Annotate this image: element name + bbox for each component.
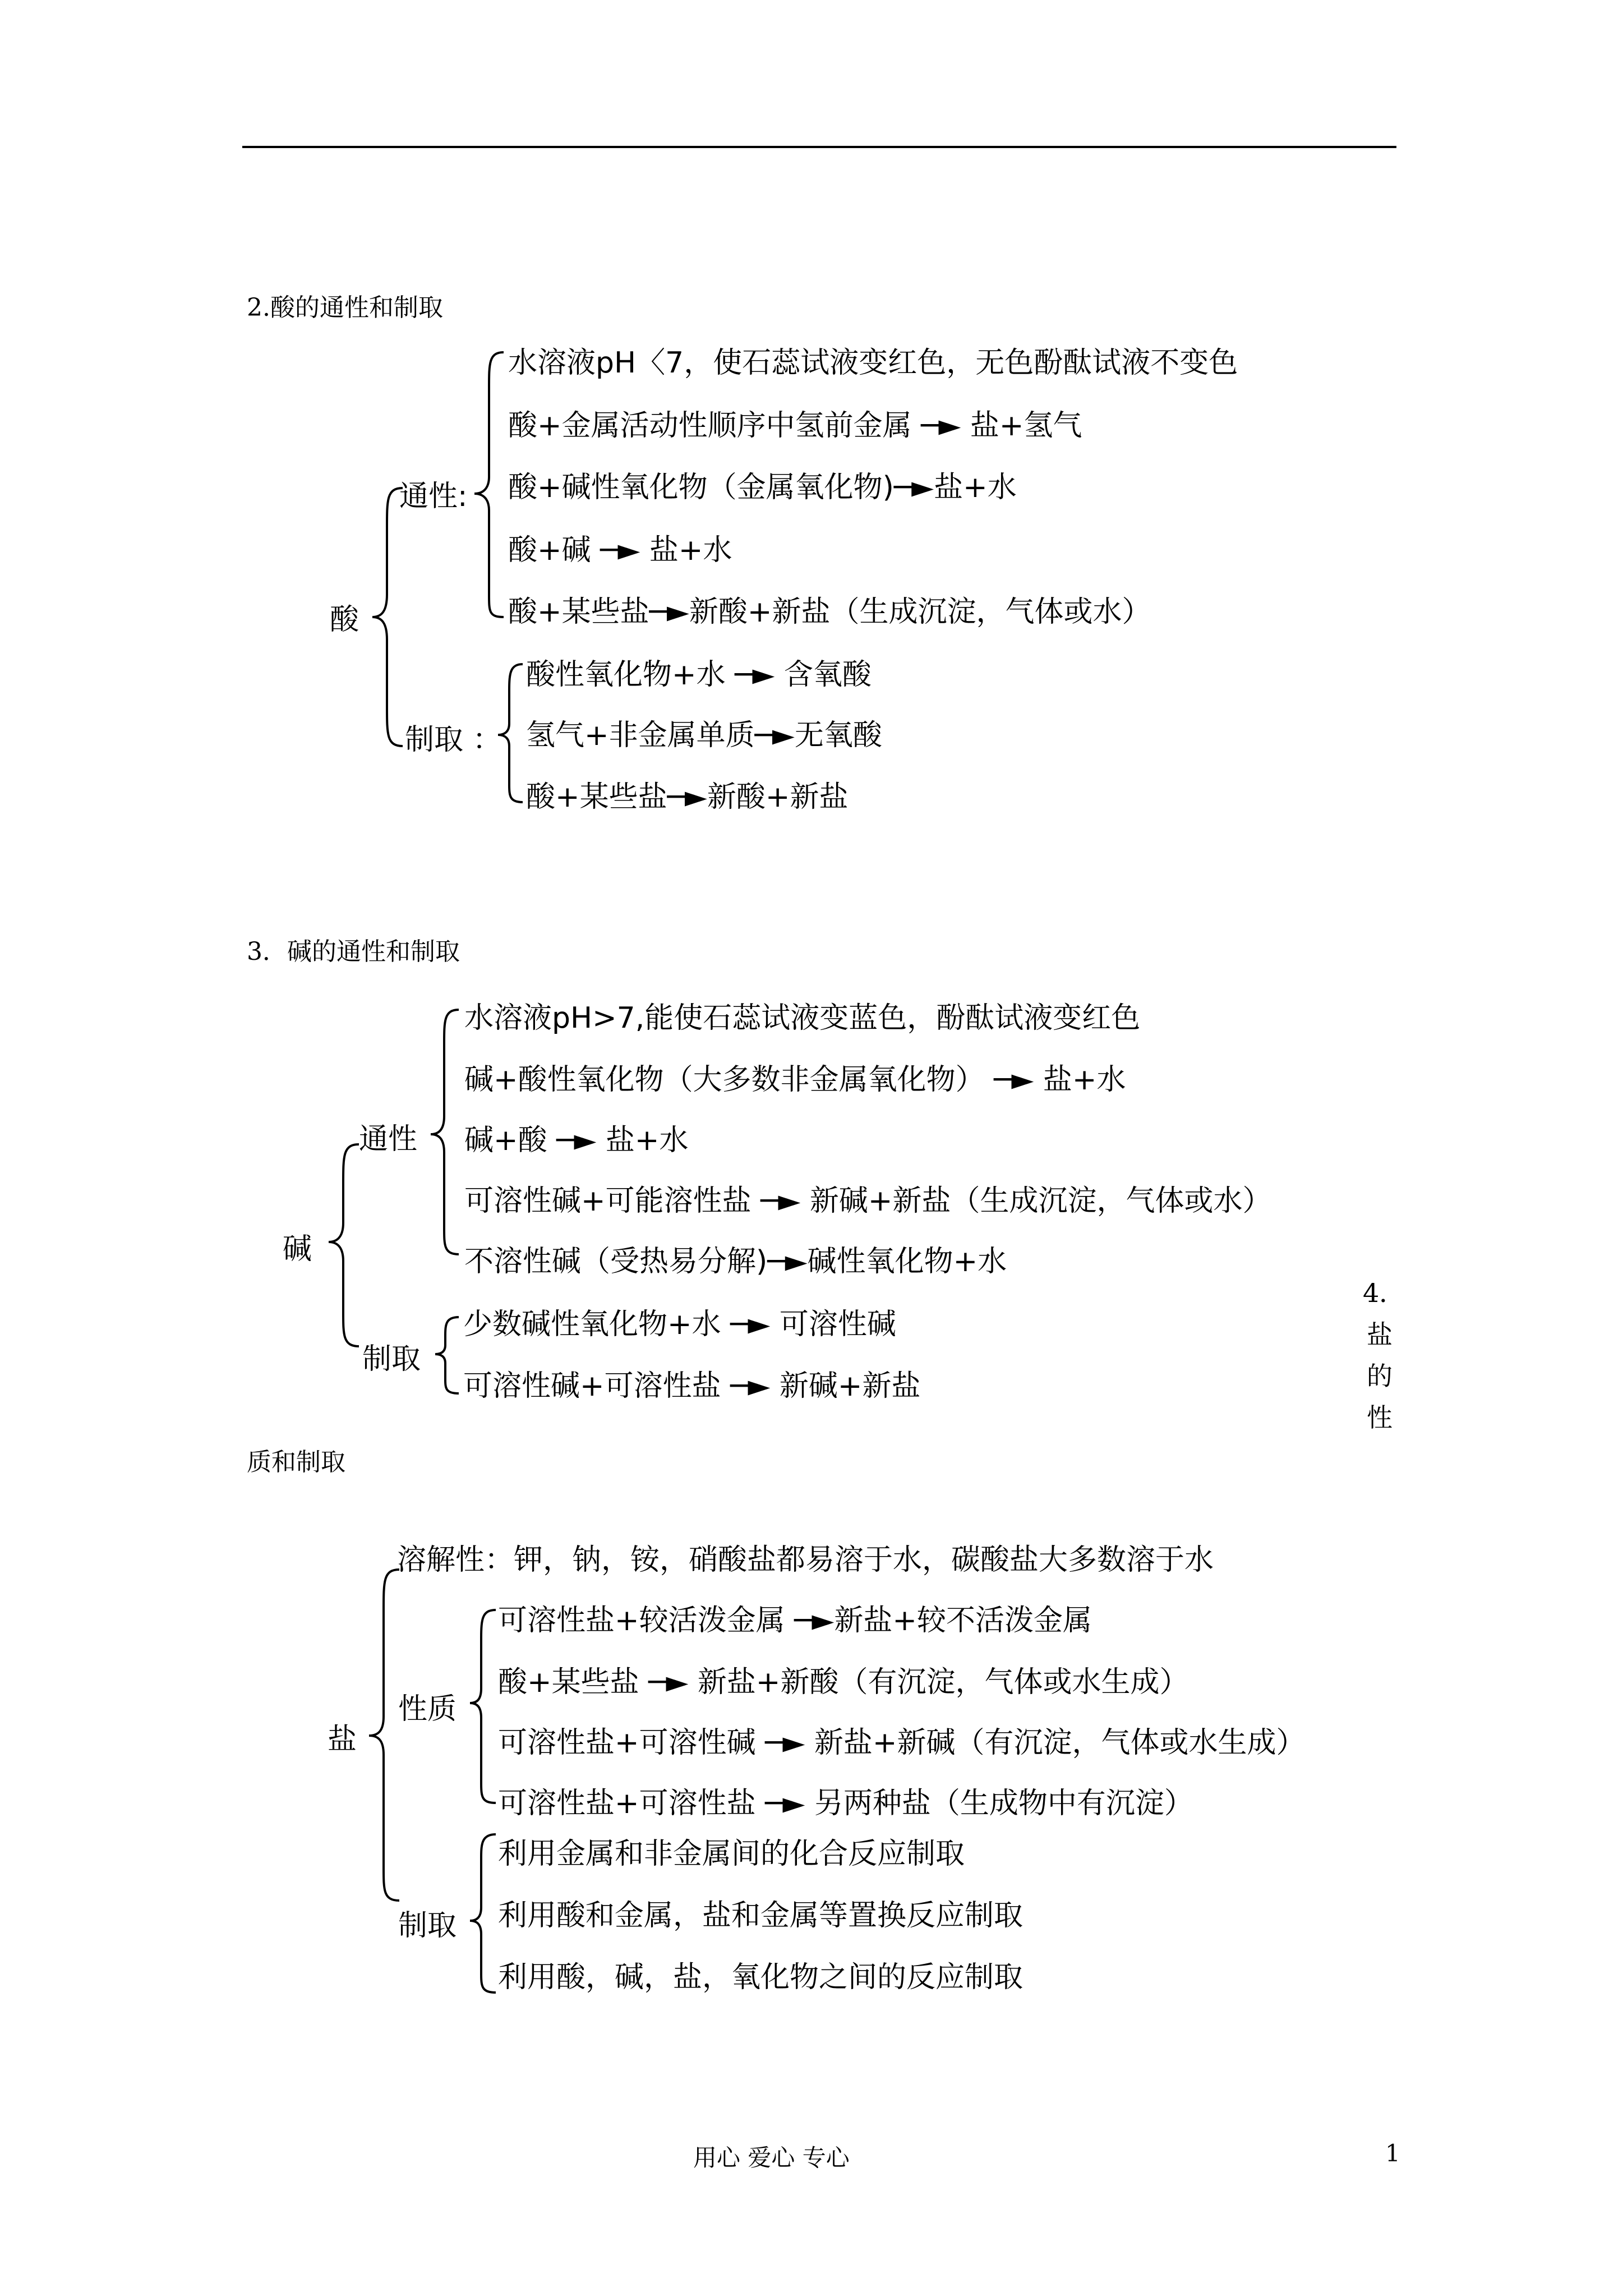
- base-prop-item: 水溶液pH>7,能使石蕊试液变蓝色，酚酞试液变红色: [464, 1001, 1141, 1035]
- salt-heading-char: 盐: [1367, 1319, 1393, 1350]
- acid-prep-brace: [498, 664, 523, 802]
- base-prep-item: 少数碱性氧化物+水 ─► 可溶性碱: [463, 1308, 896, 1341]
- salt-prep-item: 利用金属和非金属间的化合反应制取: [498, 1837, 965, 1871]
- footer-motto: 用心 爱心 专心: [693, 2144, 850, 2171]
- salt-solubility: 溶解性：钾，钠，铵，硝酸盐都易溶于水，碳酸盐大多数溶于水: [397, 1543, 1214, 1577]
- acid-prep-item: 酸+某些盐─►新酸+新盐: [526, 780, 849, 814]
- base-prep-item: 可溶性碱+可溶性盐 ─► 新碱+新盐: [463, 1369, 921, 1403]
- header-rule: [242, 146, 1396, 148]
- salt-root-label: 盐: [328, 1723, 357, 1756]
- salt-prep-item: 利用酸和金属，盐和金属等置换反应制取: [498, 1899, 1023, 1932]
- salt-prop-item: 酸+某些盐 ─► 新盐+新酸（有沉淀，气体或水生成）: [498, 1665, 1189, 1699]
- base-section-heading: 3．碱的通性和制取: [247, 937, 460, 966]
- page-number: 1: [1385, 2139, 1400, 2167]
- acid-prop-item: 水溶液pH〈7，使石蕊试液变红色，无色酚酞试液不变色: [508, 346, 1238, 380]
- base-root-label: 碱: [283, 1232, 312, 1266]
- base-prep-brace: [435, 1317, 459, 1393]
- acid-prep-item: 氢气+非金属单质─►无氧酸: [526, 719, 882, 752]
- acid-prop-item: 酸+碱 ─► 盐+水: [508, 533, 732, 567]
- salt-heading-char: 的: [1367, 1361, 1393, 1391]
- salt-prep-label: 制取: [398, 1909, 457, 1943]
- salt-prop-item: 可溶性盐+可溶性碱 ─► 新盐+新碱（有沉淀，气体或水生成）: [498, 1726, 1306, 1760]
- acid-section-heading: 2.酸的通性和制取: [247, 293, 443, 322]
- salt-prep-item: 利用酸，碱，盐，氧化物之间的反应制取: [498, 1961, 1023, 1994]
- acid-prop-item: 酸+某些盐─►新酸+新盐（生成沉淀，气体或水）: [508, 595, 1151, 629]
- salt-prep-brace: [470, 1834, 496, 1993]
- base-prop-item: 不溶性碱（受热易分解)─►碱性氧化物+水: [464, 1245, 1007, 1278]
- base-prop-item: 碱+酸性氧化物（大多数非金属氧化物） ─► 盐+水: [464, 1063, 1126, 1097]
- salt-props-brace: [470, 1610, 496, 1803]
- salt-props-label: 性质: [398, 1692, 457, 1726]
- acid-prep-item: 酸性氧化物+水 ─► 含氧酸: [526, 658, 872, 692]
- salt-prop-item: 可溶性盐+较活泼金属 ─►新盐+较不活泼金属: [498, 1604, 1092, 1637]
- salt-root-brace: [369, 1570, 399, 1901]
- base-props-label: 通性: [359, 1122, 418, 1156]
- salt-prop-item: 可溶性盐+可溶性盐 ─► 另两种盐（生成物中有沉淀）: [498, 1787, 1193, 1820]
- salt-heading-char: 性: [1367, 1402, 1393, 1433]
- base-prop-item: 碱+酸 ─► 盐+水: [464, 1124, 689, 1157]
- acid-prop-item: 酸+金属活动性顺序中氢前金属 ─► 盐+氢气: [508, 409, 1082, 443]
- acid-prep-label: 制取 ：: [405, 723, 502, 757]
- acid-root-brace: [372, 488, 403, 746]
- acid-props-brace: [474, 352, 504, 617]
- base-props-brace: [431, 1010, 459, 1254]
- acid-root-label: 酸: [330, 603, 359, 637]
- salt-heading-char: 4．: [1363, 1278, 1405, 1308]
- base-prop-item: 可溶性碱+可能溶性盐 ─► 新碱+新盐（生成沉淀，气体或水）: [464, 1184, 1272, 1218]
- acid-prop-item: 酸+碱性氧化物（金属氧化物)─►盐+水: [508, 471, 1017, 504]
- base-prep-label: 制取: [362, 1342, 421, 1376]
- base-root-brace: [329, 1144, 359, 1346]
- salt-section-heading: 质和制取: [247, 1448, 345, 1476]
- acid-props-label: 通性:: [399, 480, 468, 513]
